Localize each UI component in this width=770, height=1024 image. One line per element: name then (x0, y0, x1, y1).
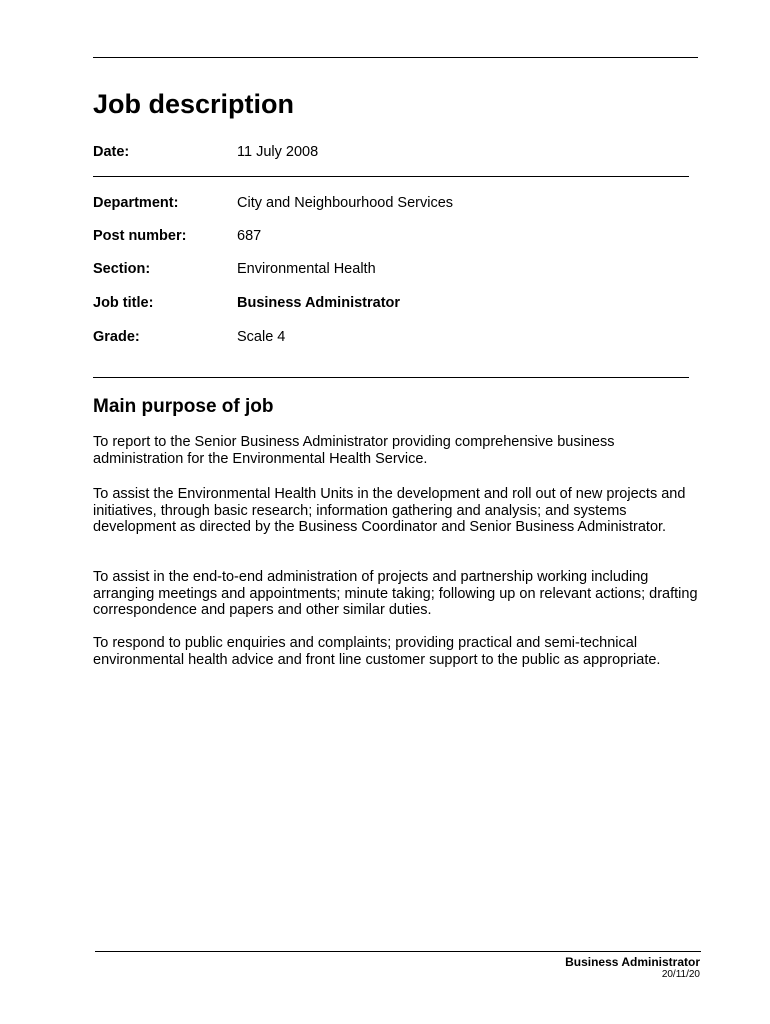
purpose-paragraph: To assist in the end-to-end administration of projects and partnership working including arranging meetings and appointments; minute taking; following up on relevant actions; drafting correspondence and papers and other similar duties. (93, 569, 698, 619)
footer-divider (95, 951, 701, 952)
section-label: Section: (93, 261, 151, 277)
department-label: Department: (93, 195, 179, 211)
post-number-label: Post number: (93, 228, 187, 244)
purpose-paragraph: To respond to public enquiries and complaints; providing practical and semi-technical environmental health advice and front line customer support to the public as appropriate. (93, 635, 661, 668)
main-purpose-heading: Main purpose of job (93, 396, 274, 417)
department-value: City and Neighbourhood Services (237, 195, 454, 211)
post-number-value: 687 (237, 228, 262, 244)
date-label: Date: (93, 144, 130, 160)
page-title: Job description (93, 89, 295, 119)
section-value: Environmental Health (237, 261, 376, 277)
purpose-paragraph: To report to the Senior Business Administrator providing comprehensive business administration for the Environmental Health Service. (93, 434, 615, 467)
date-value: 11 July 2008 (237, 144, 319, 160)
job-title-label: Job title: (93, 295, 154, 311)
purpose-paragraph: To assist the Environmental Health Units in the development and roll out of new projects and initiatives, through basic research; information gathering and analysis; and systems development as directed by the Business Coordinator and Senior Business Administrator. (93, 486, 686, 536)
footer-date: 20/11/20 (661, 969, 700, 980)
grade-label: Grade: (93, 329, 140, 345)
date-divider (93, 176, 689, 177)
grade-value: Scale 4 (237, 329, 286, 345)
details-divider (93, 377, 689, 378)
top-divider (93, 57, 698, 58)
job-title-value: Business Administrator (237, 295, 401, 311)
footer-title: Business Administrator (565, 955, 700, 969)
